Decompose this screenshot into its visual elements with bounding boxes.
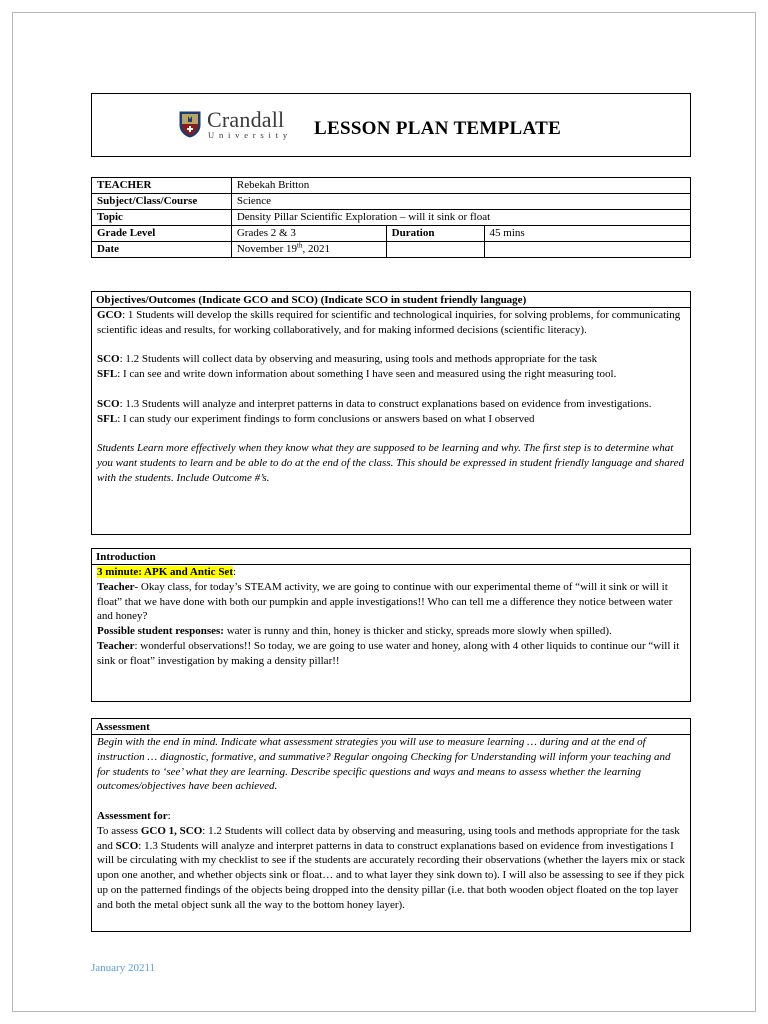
- gco-paragraph: [97, 308, 685, 338]
- objectives-note: Students Learn more effectively when they know what they are supposed to be learning and why. The first step is to determine what you want students to learn and be able to do at the end of the class. This should be expressed in student friendly language and shared with the students. Include Outcome #’s.: [97, 442, 685, 484]
- time-paragraph: [97, 565, 685, 580]
- table-row: [92, 226, 691, 242]
- sfl2-label: SFL: [97, 412, 118, 425]
- sco1-label: SCO: [97, 353, 120, 366]
- grade-label: Grade Level: [92, 226, 232, 242]
- footer-date: January 20211: [91, 962, 156, 974]
- table-row: [92, 210, 691, 226]
- sfl2-paragraph: [97, 412, 685, 427]
- sfl1-text: : I can see and write down information about something I have seen and measured using the right measuring tool.: [117, 368, 617, 381]
- duration-value: 45 mins: [484, 226, 690, 242]
- topic-value: Density Pillar Scientific Exploration – will it sink or float: [231, 210, 690, 226]
- teacher1-label: Teacher: [97, 580, 135, 593]
- page-title: LESSON PLAN TEMPLATE: [314, 118, 562, 139]
- gco-sco-label: GCO 1, SCO: [140, 824, 203, 837]
- teacher-followup-paragraph: [97, 639, 685, 669]
- assessment-for-label: Assessment for: [97, 809, 168, 822]
- date-value: [231, 242, 386, 258]
- objectives-heading: Objectives/Outcomes (Indicate GCO and SCO) (Indicate SCO in student friendly language): [92, 292, 690, 308]
- assessment-note: Begin with the end in mind. Indicate what assessment strategies you will use to measure learning … during and at the end of instruction … diagnostic, formative, and summative? Regular ongoing Checking for Understanding will inform your teaching and for students to ‘see’ what they are learning. Describe specific questions and ways and means to assess whether the learning outcomes/objectives have been achieved.: [97, 736, 671, 793]
- sco2-label: SCO: [97, 397, 120, 410]
- date-year: , 2021: [302, 243, 330, 255]
- sfl2-text: : I can study our experiment findings to form conclusions or answers based on what I observed: [117, 412, 535, 425]
- assessment-for-colon: :: [167, 809, 171, 822]
- teacher2-text: : wonderful observations!! So today, we are going to use water and honey, along with 4 other liquids to continue our “will it sink or float” investigation by making a density pillar!!: [97, 639, 680, 667]
- date-main: November 19: [236, 243, 298, 255]
- responses-paragraph: [97, 624, 685, 639]
- grade-value: Grades 2 & 3: [231, 226, 386, 242]
- logo-subtitle: University: [208, 130, 292, 140]
- gco-text: : 1 Students will develop the skills required for scientific and technological inquiries, for solving problems, for communicating scientific ideas and results, for working collaboratively, and for making informed decisions (scientific literacy).: [97, 309, 681, 336]
- time-colon: :: [232, 566, 237, 578]
- sco1-paragraph: [97, 352, 685, 367]
- assessment-section: [91, 718, 691, 932]
- introduction-section: [91, 548, 691, 702]
- gco-label: GCO: [97, 309, 123, 321]
- responses-text: water is runny and thin, honey is thicker and sticky, spreads more slowly when spilled).: [223, 625, 612, 638]
- duration-label: Duration: [386, 226, 484, 242]
- time-highlight: 3 minute: APK and Antic Set: [97, 566, 233, 578]
- responses-label: Possible student responses:: [97, 625, 224, 638]
- university-logo: [179, 108, 299, 142]
- introduction-heading: Introduction: [92, 549, 690, 565]
- assessment-text-2: : 1.2 Students will collect data by observing and measuring, using tools and methods appropriate for the task and: [97, 824, 680, 852]
- table-row: [92, 178, 691, 194]
- subject-value: Science: [231, 194, 690, 210]
- assessment-text-1: To assess: [97, 824, 141, 837]
- assessment-heading: Assessment: [92, 719, 690, 735]
- date-suffix: th: [297, 241, 303, 250]
- sco-label: SCO: [115, 839, 139, 852]
- assessment-text-3: : 1.3 Students will analyze and interpret patterns in data to construct explanations based on evidence from investigations I will be circulating with my checklist to see if the students are accurately recording their observations (whether the layers mix or stack upon one another, and whether objects sink or float… and to what layer they sink down to). I will also be assessing to see if they pick up on the patterned findings of the objects being dropped into the density pillar (i.e. that both wooden object floated on the top layer and both the metal object sunk all the way to the bottom honey layer).: [97, 839, 685, 911]
- teacher-intro-paragraph: [97, 580, 685, 624]
- sfl1-label: SFL: [97, 368, 118, 381]
- table-row: [92, 194, 691, 210]
- subject-label: Subject/Class/Course: [92, 194, 232, 210]
- shield-icon: [179, 111, 201, 138]
- assessment-for-paragraph: [97, 809, 685, 824]
- sfl1-paragraph: [97, 367, 685, 382]
- assessment-body: [97, 824, 685, 913]
- empty-cell: [386, 242, 484, 258]
- logo-name: Crandall: [207, 107, 285, 132]
- table-row: [92, 242, 691, 258]
- header-box: [91, 93, 691, 157]
- sco2-paragraph: [97, 397, 685, 412]
- teacher2-label: Teacher: [97, 639, 135, 652]
- teacher-value: Rebekah Britton: [231, 178, 690, 194]
- sco2-text: : 1.3 Students will analyze and interpret patterns in data to construct explanations based on evidence from investigations.: [119, 397, 652, 410]
- teacher1-text: - Okay class, for today’s STEAM activity, we are going to continue with our experimental theme of “will it sink or will it float” that we have done with both our pumpkin and apple investigations!! Who can tell me a difference they notice between water and honey?: [97, 580, 673, 623]
- lesson-info-table: [91, 177, 691, 258]
- objectives-section: [91, 291, 691, 535]
- sco1-text: : 1.2 Students will collect data by observing and measuring, using tools and methods appropriate for the task: [119, 353, 598, 366]
- date-label: Date: [92, 242, 232, 258]
- topic-label: Topic: [92, 210, 232, 226]
- empty-cell: [484, 242, 690, 258]
- teacher-label: TEACHER: [92, 178, 232, 194]
